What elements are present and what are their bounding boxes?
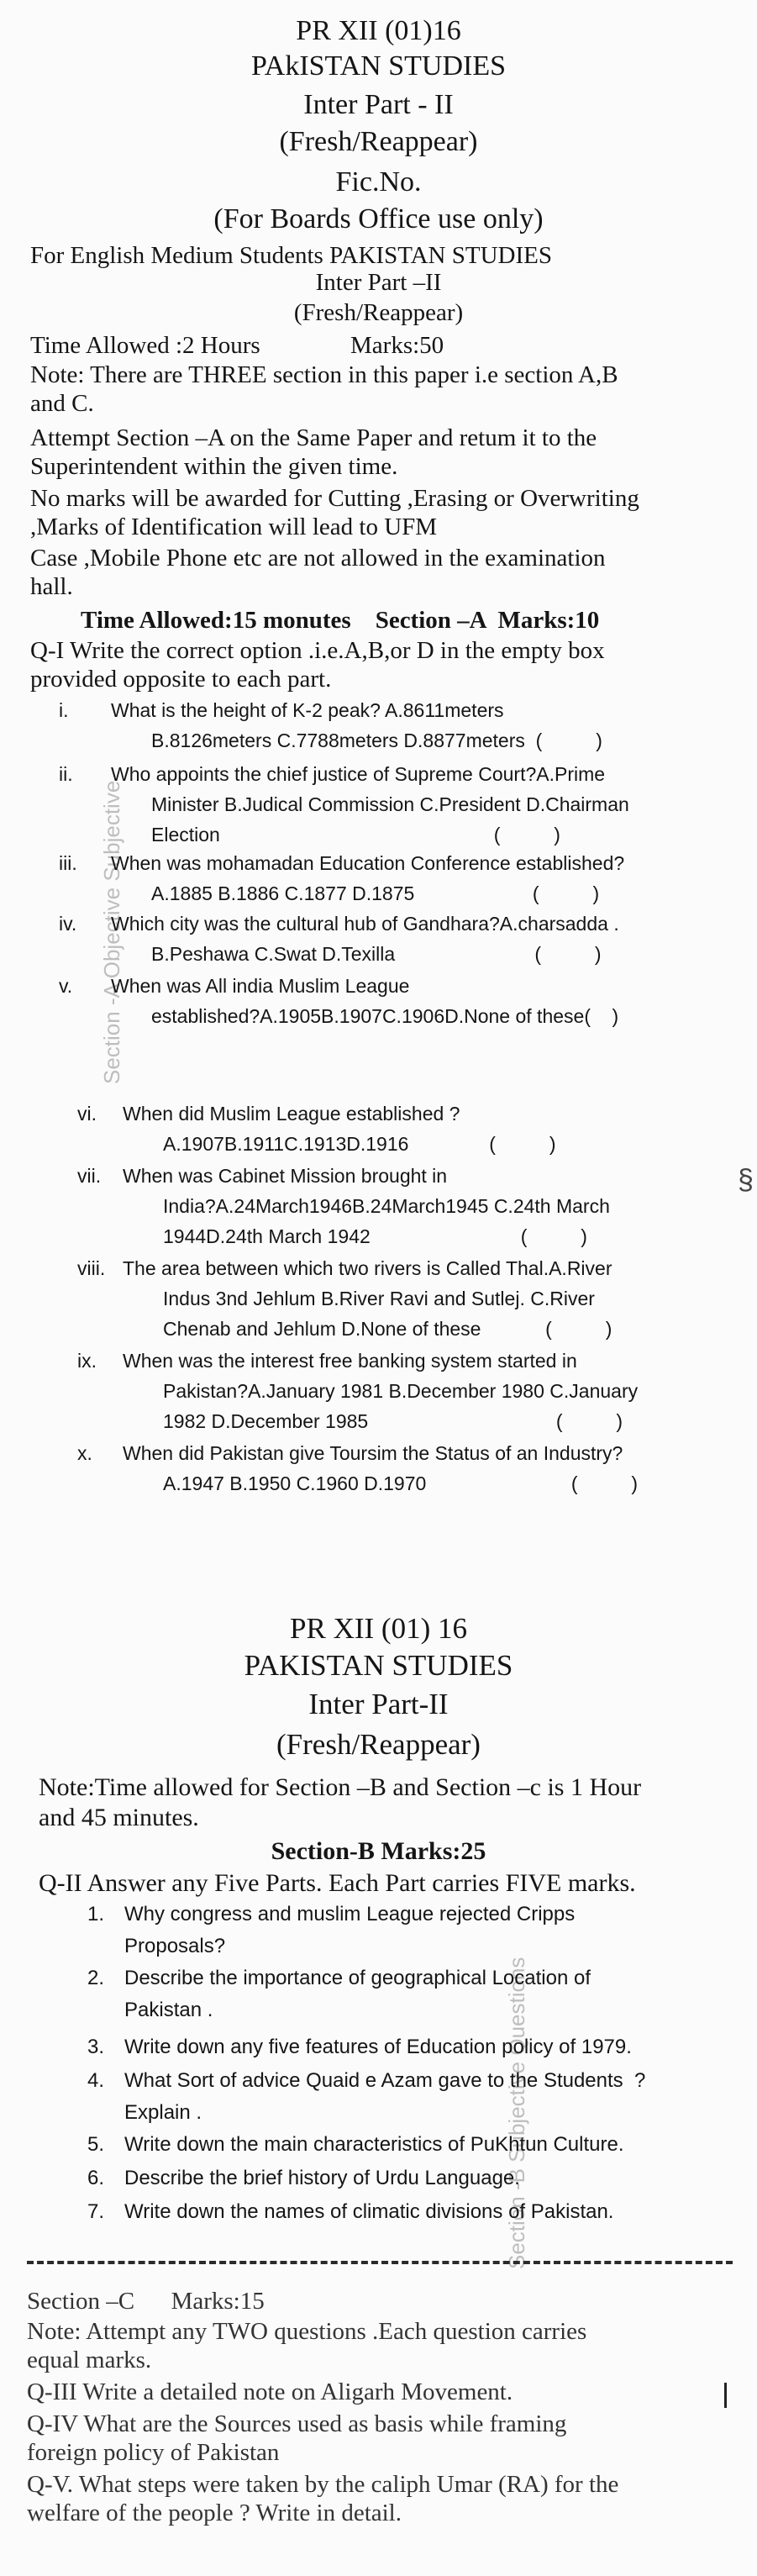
mcq-number: viii. [77,1257,106,1279]
bleed-through-text: Section -A Objective Subjective [99,780,124,1084]
mcq-question-line: 1944D.24th March 1942 ( ) [163,1225,587,1247]
section-b-question-line: Proposals? [124,1935,226,1957]
q1-instruction: Q-I Write the correct option .i.e.A,B,or D in the empty box [30,637,605,664]
case-line: hall. [30,573,73,600]
section-b-question-line: Write down the names of climatic divisions of Pakistan. [124,2200,614,2223]
q3-text: Q-III Write a detailed note on Aligarh Movement. [27,2378,513,2405]
mcq-number: x. [77,1442,92,1464]
mcq-question-line: What is the height of K-2 peak? A.8611meters [111,699,504,721]
mcq-question-line: Minister B.Judical Commission C.President D.Chairman [151,793,629,815]
q4-text: Q-IV What are the Sources used as basis while framing [27,2410,567,2437]
q1-instruction: provided opposite to each part. [30,666,332,693]
mcq-number: ii. [59,763,73,785]
mcq-question-line: The area between which two rivers is Called Thal.A.River [123,1257,612,1279]
section-b-question-number: 5. [87,2133,105,2156]
no-marks-line: ,Marks of Identification will lead to UFM [30,514,438,540]
q4-text: foreign policy of Pakistan [27,2439,280,2466]
mcq-question-line: When was Cabinet Mission brought in [123,1165,448,1187]
section-b-question-line: What Sort of advice Quaid e Azam gave to the Students ? [124,2069,646,2092]
section-b-question-line: Describe the brief history of Urdu Language. [124,2167,520,2189]
subject-title: PAkISTAN STUDIES [250,50,506,82]
mcq-question-line: A.1947 B.1950 C.1960 D.1970 ( ) [163,1472,639,1494]
mcq-question-line: Pakistan?A.January 1981 B.December 1980 C.January [163,1380,639,1402]
section-a-header: Time Allowed:15 monutes Section –A Marks:10 [81,607,600,634]
q5-text: welfare of the people ? Write in detail. [27,2500,402,2526]
mcq-question-line: A.1907B.1911C.1913D.1916 ( ) [163,1133,556,1155]
margin-tick [724,2383,727,2408]
no-marks-line: No marks will be awarded for Cutting ,Erasing or Overwriting [30,485,639,512]
mcq-number: iv. [59,913,77,935]
mcq-question-line: A.1885 B.1886 C.1877 D.1875 ( ) [151,882,600,904]
subject-title-b: PAKISTAN STUDIES [244,1649,513,1682]
mcq-question-line: B.Peshawa C.Swat D.Texilla ( ) [151,943,602,965]
fresh-reappear-line: (Fresh/Reappear) [293,299,464,326]
mcq-question-line: When was All india Muslim League [111,975,410,997]
mcq-question-line: India?A.24March1946B.24March1945 C.24th March [163,1195,610,1217]
bleed-through-text: Section -B Subjective Questions [504,1957,529,2269]
total-marks: Marks:50 [350,332,444,359]
attempt-line: Superintendent within the given time. [30,453,398,480]
mcq-question-line: Chenab and Jehlum D.None of these ( ) [163,1318,612,1340]
office-use-label: (For Boards Office use only) [213,203,544,234]
section-divider [27,2261,733,2264]
mcq-number: i. [59,699,69,721]
q2-instruction: Q-II Answer any Five Parts. Each Part carries FIVE marks. [39,1869,636,1897]
fic-no-label: Fic.No. [335,166,422,198]
section-c-note: Note: Attempt any TWO questions .Each question carries [27,2318,587,2345]
mcq-question-line: 1982 D.December 1985 ( ) [163,1410,623,1432]
note-line: and C. [30,390,94,417]
part-title-b: Inter Part-II [308,1688,449,1720]
section-b-question-line: Describe the importance of geographical Location of [124,1967,591,1989]
attempt-line: Attempt Section –A on the Same Paper and retum it to the [30,424,597,451]
mcq-question-line: Who appoints the chief justice of Supreme Court?A.Prime [111,763,606,785]
case-line: Case ,Mobile Phone etc are not allowed in the examination [30,545,606,572]
mcq-number: vii. [77,1165,102,1187]
section-b-question-line: Write down the main characteristics of PuKhtun Culture. [124,2133,624,2156]
mcq-question-line: Election ( ) [151,824,560,845]
section-b-question-number: 1. [87,1903,105,1925]
mcq-number: iii. [59,852,77,874]
mcq-question-line: When was mohamadan Education Conference established? [111,852,625,874]
section-b-question-line: Why congress and muslim League rejected Cripps [124,1903,576,1925]
q5-text: Q-V. What steps were taken by the caliph Umar (RA) for the [27,2471,619,2498]
section-b-question-number: 3. [87,2036,105,2058]
section-c-header: Section –C Marks:15 [27,2288,265,2315]
note-line: Note: There are THREE section in this paper i.e section A,B [30,361,618,388]
section-b-question-line: Explain . [124,2101,202,2124]
fresh-reappear-b: (Fresh/Reappear) [276,1728,481,1761]
section-b-question-number: 2. [87,1967,105,1989]
fresh-reappear-title: (Fresh/Reappear) [279,126,478,157]
note-b-line: and 45 minutes. [39,1804,199,1831]
section-c-note: equal marks. [27,2347,152,2373]
mcq-number: v. [59,975,73,997]
mcq-number: ix. [77,1350,97,1372]
section-b-question-number: 6. [87,2167,105,2189]
time-allowed: Time Allowed :2 Hours [30,332,260,359]
mcq-question-line: When was the interest free banking system started in [123,1350,577,1372]
section-b-header: Section-B Marks:25 [271,1837,486,1865]
mcq-question-line: B.8126meters C.7788meters D.8877meters ( ) [151,730,602,751]
section-b-question-number: 7. [87,2200,105,2223]
paper-code-b: PR XII (01) 16 [290,1612,467,1645]
section-b-question-line: Pakistan . [124,1999,213,2021]
part-title: Inter Part - II [303,89,454,120]
mcq-question-line: established?A.1905B.1907C.1906D.None of these( ) [151,1005,619,1027]
section-b-question-line: Write down any five features of Education policy of 1979. [124,2036,632,2058]
paper-code: PR XII (01)16 [296,15,461,46]
mcq-question-line: Indus 3nd Jehlum B.River Ravi and Sutlej. C.River [163,1288,595,1309]
section-b-question-number: 4. [87,2069,105,2092]
margin-mark: § [738,1164,754,1196]
inter-part-line: Inter Part –II [315,269,442,296]
note-b-line: Note:Time allowed for Section –B and Section –c is 1 Hour [39,1773,642,1801]
mcq-question-line: When did Pakistan give Toursim the Status of an Industry? [123,1442,623,1464]
mcq-number: vi. [77,1103,97,1125]
mcq-question-line: Which city was the cultural hub of Gandhara?A.charsadda . [111,913,619,935]
mcq-question-line: When did Muslim League established ? [123,1103,460,1125]
medium-line: For English Medium Students PAKISTAN STUDIES [30,242,552,269]
